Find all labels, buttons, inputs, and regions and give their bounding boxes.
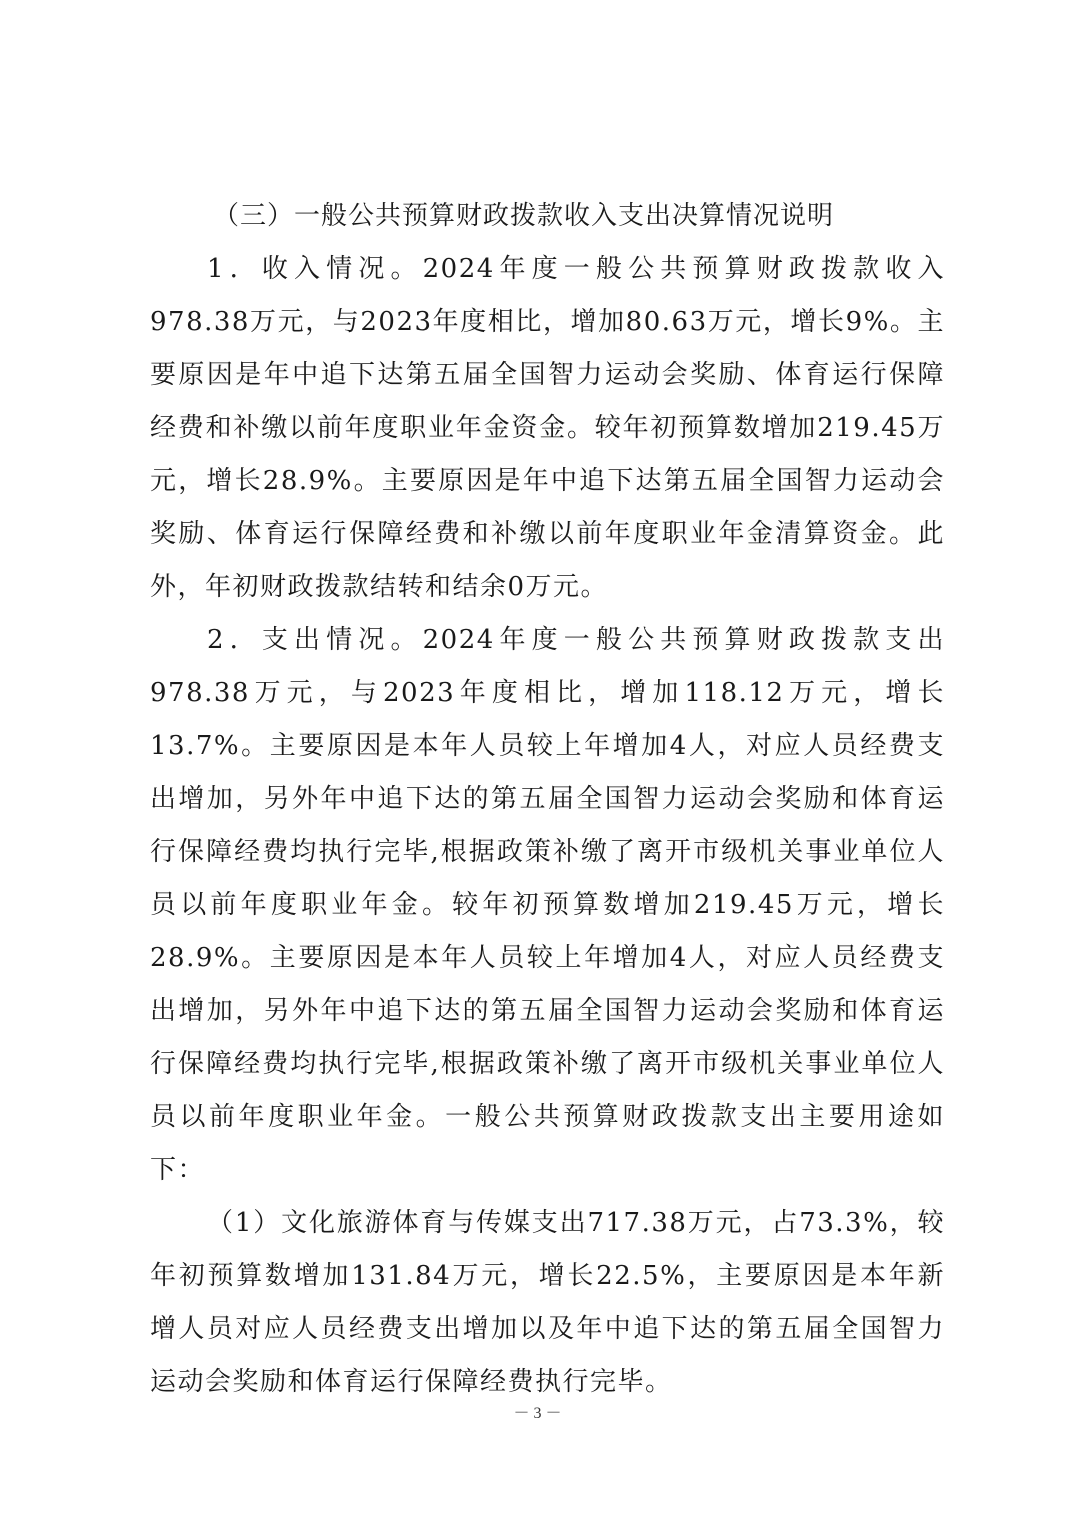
paragraph-expenditure: 2．支出情况。2024年度一般公共预算财政拨款支出978.38万元，与2023年度相比，增加118.12万元，增长13.7%。主要原因是本年人员较上年增加4人，对应人员经费支出增加，另外年中追下达的第五届全国智力运动会奖励和体育运行保障经费均执行完毕,根据政策补缴了离开市级机关事业单位人员以前年度职业年金。较年初预算数增加219.45万元，增长28.9%。主要原因是本年人员较上年增加4人，对应人员经费支出增加，另外年中追下达的第五届全国智力运动会奖励和体育运行保障经费均执行完毕,根据政策补缴了离开市级机关事业单位人员以前年度职业年金。一般公共预算财政拨款支出主要用途如下： [150, 625, 945, 1185]
page-number: － 3 － [513, 1405, 562, 1422]
paragraph-income: 1．收入情况。2024年度一般公共预算财政拨款收入978.38万元，与2023年度相比，增加80.63万元，增长9%。主要原因是年中追下达第五届全国智力运动会奖励、体育运行保障经费和补缴以前年度职业年金资金。较年初预算数增加219.45万元，增长28.9%。主要原因是年中追下达第五届全国智力运动会奖励、体育运行保障经费和补缴以前年度职业年金清算资金。此外，年初财政拨款结转和结余0万元。 [150, 254, 945, 602]
document-page [150, 190, 945, 1409]
section-heading: （三）一般公共预算财政拨款收入支出决算情况说明 [213, 201, 835, 231]
paragraph-culture-tourism-sports-media: （1）文化旅游体育与传媒支出717.38万元，占73.3%，较年初预算数增加131.84万元，增长22.5%，主要原因是本年新增人员对应人员经费支出增加以及年中追下达的第五届全国智力运动会奖励和体育运行保障经费执行完毕。 [150, 1208, 945, 1397]
